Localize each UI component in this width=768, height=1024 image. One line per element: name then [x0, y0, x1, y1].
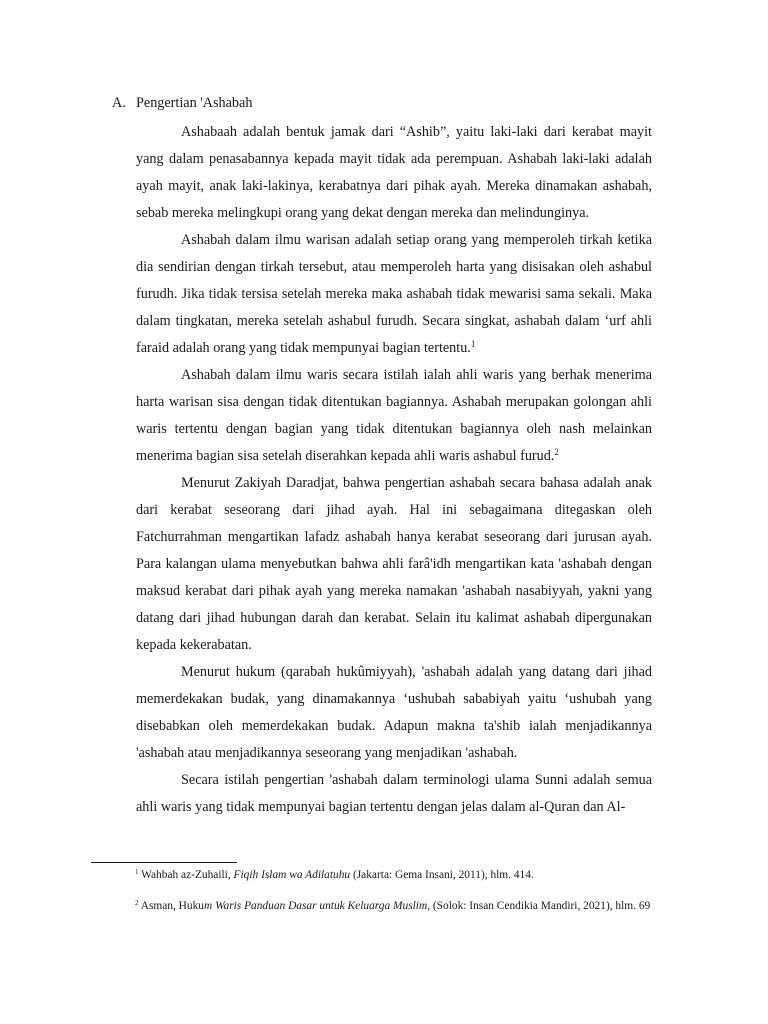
paragraph-text: Ashabaah adalah bentuk jamak dari “Ashib”, yaitu laki-laki dari kerabat mayit yang dalam penasabannya kepada mayit tidak ada perempuan. Ashabah laki-laki adalah ayah mayit, anak laki-lakinya, kerabatnya dari pihak ayah. Mereka dinamakan ashabah, sebab mereka melingkupi orang yang dekat dengan mereka dan melindunginya.	[136, 124, 652, 221]
footnote-title: m Waris Panduan Dasar untuk Keluarga Muslim	[204, 900, 428, 912]
paragraph-1	[136, 119, 652, 227]
footnote-separator	[91, 862, 237, 863]
body-text	[136, 119, 652, 821]
footnote-publication: , (Solok: Insan Cendikia Mandiri, 2021), hlm. 69	[427, 900, 651, 912]
paragraph-4	[136, 470, 652, 659]
footnote-title: Fiqih Islam wa Adilatuhu	[233, 869, 351, 881]
paragraph-text: Ashabah dalam ilmu warisan adalah setiap orang yang memperoleh tirkah ketika dia sendirian dengan tirkah tersebut, atau memperoleh harta yang disisakan oleh ashabul furudh. Jika tidak tersisa setelah mereka maka ashabah tidak mewarisi sama sekali. Maka dalam tingkatan, mereka setelah ashabul furudh. Secara singkat, ashabah dalam ‘urf ahli faraid adalah orang yang tidak mempunyai bagian tertentu.	[136, 232, 652, 356]
footnote-publication: (Jakarta: Gema Insani, 2011), hlm. 414.	[350, 869, 534, 881]
footnote-2	[91, 896, 661, 917]
paragraph-2	[136, 227, 652, 362]
footnote-number: 1	[135, 868, 139, 876]
footnote-1	[91, 865, 661, 886]
paragraph-text: Menurut Zakiyah Daradjat, bahwa pengertian ashabah secara bahasa adalah anak dari kerabat seseorang dari jihad ayah. Hal ini sebagaimana ditegaskan oleh Fatchurrahman mengartikan lafadz ashabah hanya kerabat seseorang dari jurusan ayah. Para kalangan ulama menyebutkan bahwa ahli farâ'idh mengartikan kata 'ashabah dengan maksud kerabat dari pihak ayah yang mereka namakan 'ashabah nasabiyyah, yakni yang datang dari jihad hubungan darah dan kerabat. Selain itu kalimat ashabah dipergunakan kepada kekerabatan.	[136, 475, 652, 653]
paragraph-text: Ashabah dalam ilmu waris secara istilah ialah ahli waris yang berhak menerima harta warisan sisa dengan tidak ditentukan bagiannya. Ashabah merupakan golongan ahli waris tertentu dengan bagian yang tidak ditentukan bagiannya oleh nash melainkan menerima bagian sisa setelah diserahkan kepada ahli waris ashabul furud.	[136, 367, 652, 464]
section-title: Pengertian 'Ashabah	[136, 95, 253, 111]
footnote-author: Asman, Huku	[140, 900, 204, 912]
section-heading	[112, 93, 252, 113]
footnote-author: Wahbah az-Zuhaili,	[141, 869, 234, 881]
paragraph-5	[136, 659, 652, 767]
paragraph-6	[136, 767, 652, 821]
footnote-number: 2	[135, 899, 139, 907]
paragraph-text: Menurut hukum (qarabah hukûmiyyah), 'ashabah adalah yang datang dari jihad memerdekakan budak, yang dinamakannya ‘ushubah sababiyah yaitu ‘ushubah yang disebabkan oleh memerdekakan budak. Adapun makna ta'shib ialah menjadikannya 'ashabah atau menjadikannya seseorang yang menjadikan 'ashabah.	[136, 664, 652, 761]
paragraph-3	[136, 362, 652, 470]
footnote-ref-2: 2	[554, 447, 559, 457]
footnote-ref-1: 1	[470, 339, 476, 349]
section-letter: A.	[112, 95, 126, 111]
paragraph-text: Secara istilah pengertian 'ashabah dalam terminologi ulama Sunni adalah semua ahli waris yang tidak mempunyai bagian tertentu dengan jelas dalam al-Quran dan Al-	[136, 772, 652, 815]
